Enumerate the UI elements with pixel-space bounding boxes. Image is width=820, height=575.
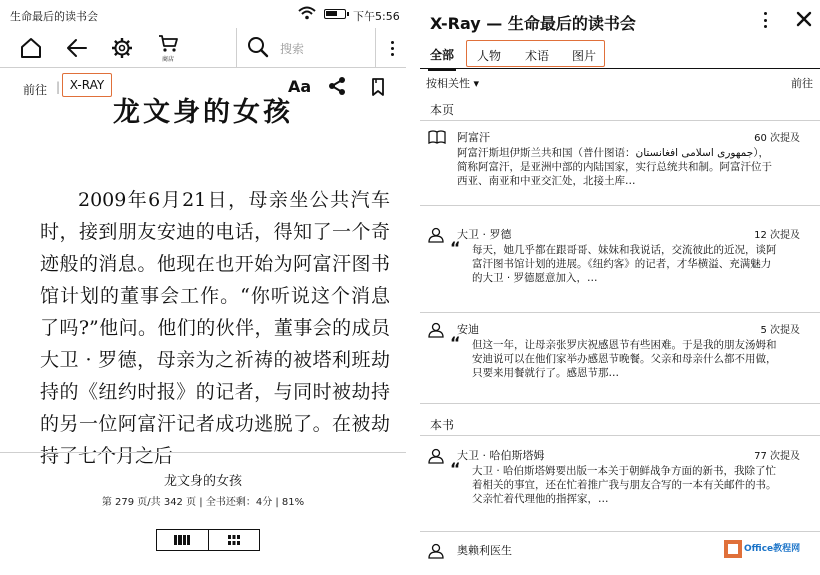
person-icon [428, 322, 444, 338]
kebab-dot [391, 41, 394, 44]
xray-button[interactable]: X-RAY [62, 73, 112, 97]
kebab-dot [391, 53, 394, 56]
sort-bar [420, 71, 820, 93]
search-icon [247, 36, 269, 58]
section-heading: 本页 [430, 103, 455, 117]
person-icon [428, 448, 444, 464]
entry-name: 奥赖利医生 [457, 544, 512, 557]
xray-entry[interactable] [420, 122, 820, 206]
reader-panel [0, 0, 406, 564]
store-label: 商店 [161, 56, 174, 63]
entry-name: 安迪 [457, 323, 479, 336]
separator: | [56, 80, 61, 94]
status-time: 下午5:56 [353, 10, 400, 23]
entry-mention-count: 60 次提及 [754, 133, 800, 144]
quote-icon: “ [450, 459, 461, 478]
office-logo-icon [724, 540, 742, 558]
grid-view-button[interactable] [208, 530, 260, 550]
xray-goto-link[interactable]: 前往 [791, 77, 813, 90]
tab-filter-group [466, 40, 605, 67]
home-button[interactable] [8, 28, 54, 68]
section-this-book [420, 410, 820, 436]
reader-toolbar [0, 28, 406, 68]
sort-dropdown[interactable]: 按相关性 ▾ [426, 77, 480, 90]
tab-images[interactable]: 图片 [572, 49, 597, 63]
tab-all[interactable]: 全部 [430, 48, 455, 62]
view-switcher [156, 529, 260, 551]
tab-people[interactable]: 人物 [477, 49, 502, 63]
wifi-icon [298, 6, 316, 20]
back-arrow-icon [65, 36, 89, 60]
entry-excerpt: 大卫 · 哈伯斯塔姆要出版一本关于朝鲜战争方面的新书，我除了忙着相关的事宜，还在忙着推广我与朋友合写的一本有关邮件的书。父亲忙着代理他的指挥家，… [472, 465, 777, 505]
page-flip-icon [174, 535, 190, 545]
settings-button[interactable] [100, 28, 144, 68]
goto-link[interactable]: 前往 [23, 83, 48, 97]
status-book-title: 生命最后的读书会 [10, 10, 98, 23]
cart-icon [157, 33, 179, 55]
section-this-page [420, 95, 820, 121]
font-settings-button[interactable]: Aa [288, 77, 312, 96]
reader-footer [0, 452, 406, 564]
battery-icon [324, 9, 346, 19]
grid-icon [228, 535, 240, 545]
tab-terms[interactable]: 术语 [525, 49, 550, 63]
entry-mention-count: 77 次提及 [754, 451, 800, 462]
watermark [724, 540, 800, 558]
panel-divider [406, 0, 420, 564]
back-button[interactable] [54, 28, 100, 68]
book-icon [428, 130, 446, 144]
entry-mention-count: 5 次提及 [760, 325, 800, 336]
entry-excerpt: 但这一年，让母亲张罗庆祝感恩节有些困难。于是我的朋友汤姆和安迪说可以在他们家举办感恩节晚餐。父亲和母亲什么都不用做，只要来用餐就行了。感恩节那… [472, 339, 777, 379]
entry-mention-count: 12 次提及 [754, 230, 800, 241]
kebab-dot [391, 47, 394, 50]
kebab-dot [764, 19, 767, 22]
section-heading: 本书 [430, 418, 455, 432]
quote-icon: “ [450, 238, 461, 257]
xray-entry[interactable] [420, 219, 820, 313]
chapter-title: 龙文身的女孩 [113, 97, 293, 128]
xray-tabs [420, 40, 820, 69]
entry-name: 阿富汗 [457, 131, 490, 144]
xray-panel [420, 0, 820, 564]
menu-button[interactable] [378, 28, 406, 68]
status-bar [0, 0, 406, 28]
xray-entry[interactable] [420, 314, 820, 404]
kebab-dot [764, 12, 767, 15]
gear-icon [110, 36, 134, 60]
person-icon [428, 543, 444, 559]
page-flip-view-button[interactable] [157, 530, 208, 550]
person-icon [428, 227, 444, 243]
xray-entry[interactable] [420, 440, 820, 532]
close-icon[interactable] [797, 12, 811, 26]
xray-title: X-Ray — 生命最后的读书会 [430, 14, 636, 33]
entry-name: 大卫 · 罗德 [457, 228, 512, 241]
watermark-text: Office教程网 [744, 544, 801, 554]
store-button[interactable] [146, 28, 190, 68]
quote-icon: “ [450, 333, 461, 352]
entry-excerpt: 每天，她几乎都在跟哥哥、妹妹和我说话，交流彼此的近况，谈阿富汗图书馆计划的进展。《纽约客》的记者，才华横溢、充满魅力的大卫 · 罗德愿意加入，… [472, 244, 777, 284]
entry-name: 大卫 · 哈伯斯塔姆 [457, 449, 545, 462]
book-paragraph: 2009年6月21日，母亲坐公共汽车时，接到朋友安迪的电话，得知了一个奇迹般的消息。他现在也开始为阿富汗图书馆计划的董事会工作。“你听说这个消息了吗?”他问。他们的伙伴，董事会的成员大卫 · 罗德，母亲为之祈祷的被塔利班劫持的《纽约时报》的记者，与同时被劫持的另一位阿富汗记者成功逃脱了。在被劫持了七个月之后 [40, 189, 390, 467]
xray-menu-button[interactable] [762, 12, 768, 28]
footer-book-title: 龙文身的女孩 [163, 474, 242, 489]
book-text [0, 96, 406, 467]
reading-progress: 第 279 页/共 342 页 | 全书还剩：4分 | 81% [101, 497, 305, 508]
search-input[interactable] [236, 28, 376, 68]
xray-header [420, 0, 820, 40]
home-icon [19, 36, 43, 60]
entry-description: 阿富汗斯坦伊斯兰共和国（普什图语：جمهوری اسلامی افغانستان），简称阿富汗，是亚洲中部的内陆国家，实行总统共和制。阿富汗位于西亚、南亚和中亚交汇处，北接土库… [457, 147, 772, 187]
search-placeholder: 搜索 [280, 42, 305, 56]
kebab-dot [764, 25, 767, 28]
